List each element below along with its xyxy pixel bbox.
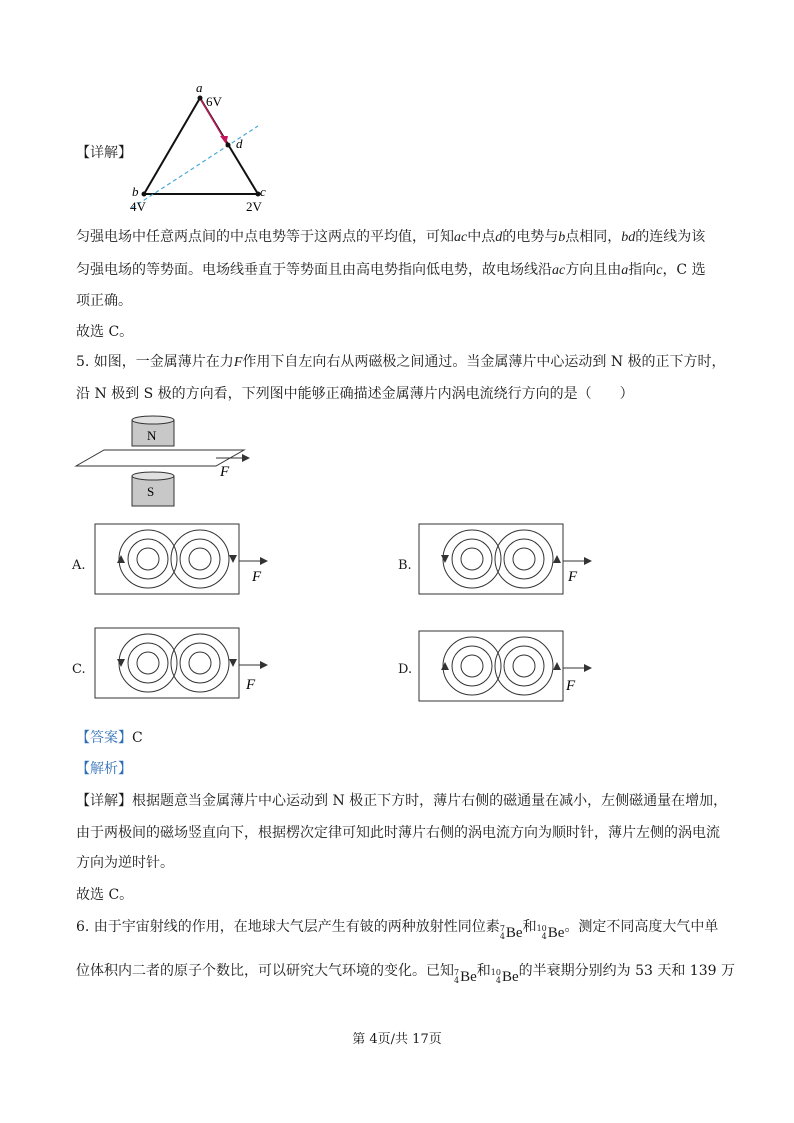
- isotope-be10-2: 10 4 Be: [490, 968, 519, 985]
- option-b-figure: [418, 523, 598, 603]
- para1-line3: 项正确。: [76, 293, 132, 309]
- q5-line2: 沿 N 极到 S 极的方向看，下列图中能够正确描述金属薄片内涡电流绕行方向的是（ ）: [76, 386, 634, 402]
- option-c-figure: [94, 627, 274, 707]
- isotope-be10: 10 4 Be: [536, 924, 565, 941]
- option-c-force: F: [246, 677, 256, 693]
- option-d-force: F: [566, 678, 576, 694]
- label-b: b: [132, 184, 139, 199]
- para1-line2: 匀强电场的等势面。电场线垂直于等势面且由高电势指向低电势，故电场线沿ac方向且由a指向c，C 选: [76, 262, 706, 278]
- magnet-figure: [74, 414, 264, 518]
- option-a-figure: [94, 523, 274, 603]
- para1-line1: 匀强电场中任意两点间的中点电势等于这两点的平均值，可知ac中点d的电势与b点相同，bd的连线为该: [76, 229, 706, 245]
- label-4v: 4V: [130, 199, 146, 214]
- choose-2: 故选 C。: [76, 887, 134, 903]
- option-d-figure: [418, 630, 598, 710]
- detail-label-top: 【详解】: [76, 145, 132, 161]
- detail2-line3: 方向为逆时针。: [76, 855, 174, 871]
- option-b-force: F: [568, 569, 578, 585]
- analysis-label: 【解析】: [76, 761, 132, 777]
- label-2v: 2V: [246, 199, 262, 214]
- label-6v: 6V: [206, 94, 222, 109]
- choose-1: 故选 C。: [76, 324, 134, 340]
- option-d-label: D.: [398, 662, 413, 677]
- q6-line2: 位体积内二者的原子个数比，可以研究大气环境的变化。已知 7 4 Be 和 10 4 Be 的半衰期分别约为 53 天和 139 万: [76, 963, 735, 985]
- magnet-force-label: F: [220, 464, 230, 480]
- label-a: a: [196, 80, 203, 95]
- label-c: c: [260, 184, 266, 199]
- detail2-line2: 由于两极间的磁场竖直向下，根据楞次定律可知此时薄片右侧的涡电流方向为顺时针，薄片左侧的涡电流: [76, 825, 720, 841]
- option-c-label: C.: [72, 662, 86, 677]
- option-a-force: F: [252, 569, 262, 585]
- option-a-label: A.: [72, 558, 86, 573]
- isotope-be7-2: 7 4 Be: [454, 968, 477, 985]
- option-b-label: B.: [398, 558, 412, 573]
- triangle-figure: [120, 78, 280, 218]
- detail2-line1: 【详解】根据题意当金属薄片中心运动到 N 极正下方时，薄片右侧的磁通量在减小，左侧磁通量在增加，: [76, 793, 728, 809]
- answer-line: 【答案】C: [76, 730, 143, 746]
- isotope-be7: 7 4 Be: [499, 924, 523, 941]
- q5-line1: 5. 如图，一金属薄片在力F作用下自左向右从两磁极之间通过。当金属薄片中心运动到 N 极的正下方时，: [76, 354, 726, 370]
- q6-line1: 6. 由于宇宙射线的作用，在地球大气层产生有铍的两种放射性同位素 7 4 Be 和 10 4 Be 。测定不同高度大气中单: [76, 919, 719, 941]
- south-label: S: [147, 484, 155, 499]
- north-label: N: [147, 428, 157, 443]
- label-d: d: [236, 136, 243, 151]
- page-footer: 第 4页/共 17页: [352, 1032, 442, 1047]
